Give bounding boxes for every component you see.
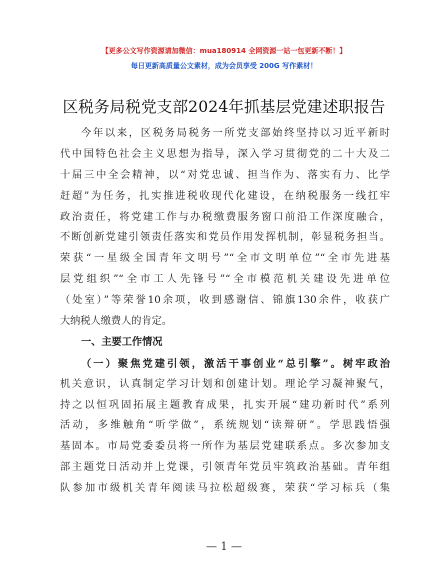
paragraph-line: 赶超”为任务，扎实推进税收现代化建设，在纳税服务一线扛牢 (60, 190, 390, 202)
paragraph-line: 政治责任，将党建工作与办税缴费服务窗口前沿工作深度融合， (60, 211, 390, 223)
promo-banner-wechat: 【更多公文写作资源请加微信：mua180914 全网资源一站一包更新不断！】 (101, 47, 347, 55)
paragraph-line: 活动，多维触角“听学做”，系统规划“读辩研”。学思践悟强 (60, 420, 390, 432)
subsection-heading: （一）聚焦党建引领，激活干事创业“总引擎”。树牢政治 (81, 357, 390, 370)
page-number: — 1 — (206, 540, 242, 553)
document-body (60, 124, 390, 500)
paragraph-line: 今年以来，区税务局税务一所党支部始终坚持以习近平新时 (81, 128, 390, 139)
paragraph-line: 部主题党日活动并上党课，引领青年党员牢筑政治基础。青年组 (60, 462, 390, 474)
paragraph-line: 代中国特色社会主义思想为指导，深入学习贯彻党的二十大及二 (60, 148, 390, 160)
document-title: 区税务局税党支部2024年抓基层党建述职报告 (62, 98, 386, 116)
section-heading: 一、主要工作情况 (81, 336, 163, 348)
paragraph-line: 荣获“一星级全国青年文明号”“全市文明单位”“全市先进基 (60, 253, 390, 265)
paragraph-line: 持之以恒巩固拓展主题教育成果，扎实开展“建功新时代”系列 (60, 399, 390, 411)
paragraph-line: 不断创新党建引领责任落实和党员作用发挥机制，彰显税务担当。 (60, 232, 390, 244)
paragraph-line: 大纳税人缴费人的肯定。 (60, 316, 173, 328)
paragraph-line: 基固本。市局党委委员将一所作为基层党建联系点。多次参加支 (60, 441, 390, 453)
paragraph-line: 十届三中全会精神，以“对党忠诚、担当作为、落实有力、比学 (60, 169, 390, 181)
promo-banner-members: 每日更新高质量公文素材，成为会员享受 200G 写作素材！ (130, 62, 318, 70)
paragraph-line: 机关意识，认真制定学习计划和创建计划。理论学习凝神聚气， (60, 378, 390, 390)
paragraph-line: （处室）”等荣誉10余项，收到感谢信、锦旗130余件，收获广 (60, 295, 390, 307)
paragraph-line: 层党组织”“全市工人先锋号”“全市模范机关建设先进单位 (60, 274, 390, 286)
paragraph-line: 队参加市级机关青年阅读马拉松超级赛，荣获“学习标兵（集 (60, 483, 390, 495)
